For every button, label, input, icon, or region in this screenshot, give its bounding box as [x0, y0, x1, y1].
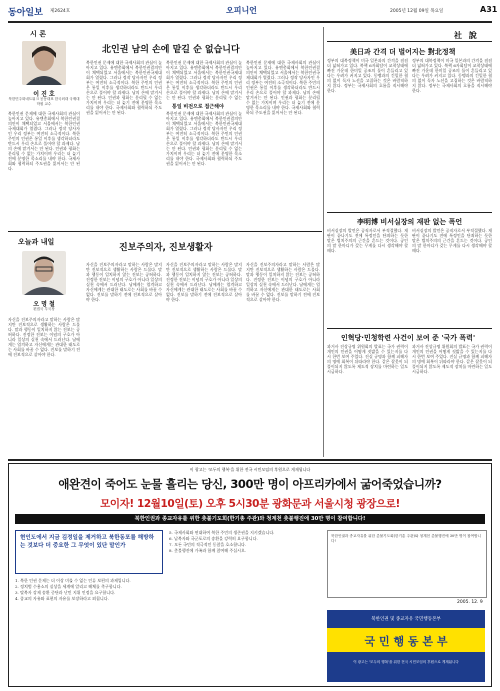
- ad-callout-text: 현인도에서 지금 김정일을 제거하고 북한동포를 해방하는 것보다 더 중요한 그 무엇이 있단 말인가: [20, 535, 155, 549]
- editorial-3-body-a: 과거사 진상규명 위원회의 발표는 국가 권력이 개인의 인권을 어떻게 짓밟을 수 있는지를 다시 한번 보여 주었다. 진실 규명과 함께 피해자의 명예 회복이 뒤따라야 한다. 같은 잘못이 되풀이되지 않도록 제도적 장치를 마련하는 일도 시급하다.: [327, 344, 408, 374]
- ad-rally-line: 모이자! 12월10일(토) 오후 5시30분 광화문과 서울시청 광장으로!: [100, 498, 400, 510]
- column2-body-c: 자신을 진보주의자라고 말하는 사람은 많지만 진보적으로 생활하는 사람은 드물다. 말과 행동이 일치하지 않는 진보는 공허하다. 진정한 진보는 이념의 구호가 아니라 일상의 실천 속에서 드러난다. 남에게는 엄격하고 자신에게는 관대한 태도로는 사회를 바꿀 수 없다. 진보를 말하기 전에 진보적으로 살아야 한다.: [166, 262, 242, 302]
- editorial-3-body-b: 과거사 진상규명 위원회의 발표는 국가 권력이 개인의 인권을 어떻게 짓밟을 수 있는지를 다시 한번 보여 주었다. 진실 규명과 함께 피해자의 명예 회복이 뒤따라야 한다. 같은 잘못이 되풀이되지 않도록 제도적 장치를 마련하는 일도 시급하다.: [412, 344, 492, 374]
- ad-point: 1. 북한 인권 문제는 더 이상 미룰 수 없는 인류 보편의 과제입니다.: [15, 578, 131, 583]
- column1-body-d: 북한인권 문제에 대한 국제사회의 관심이 높아지고 있다. 유엔총회에서 북한인권결의안이 채택되었고 서울에서는 북한인권국제대회가 열렸다. 그러나 정작 당사자인 우리 정부는 여전히 소극적이다. 북한 주민의 인권은 통일 이후를 생각하더라도 반드시 우리 손으로 풀어야 할 과제다. 남의 손에 맡겨서는 안 된다. 인권과 평화는 분리될 수 없는 가치이며 우리는 더 늦기 전에 분명한 목소리를 내야 한다. 국제사회와 협력하되 주도권을 잃어서는 안 된다.: [166, 111, 242, 166]
- ad-org-box: [327, 610, 485, 682]
- column1-body-b: 북한인권 문제에 대한 국제사회의 관심이 높아지고 있다. 유엔총회에서 북한인권결의안이 채택되었고 서울에서는 북한인권국제대회가 열렸다. 그러나 정작 당사자인 우리 정부는 여전히 소극적이다. 북한 주민의 인권은 통일 이후를 생각하더라도 반드시 우리 손으로 풀어야 할 과제다. 남의 손에 맡겨서는 안 된다. 인권과 평화는 분리될 수 없는 가치이며 우리는 더 늦기 전에 분명한 목소리를 내야 한다. 국제사회와 협력하되 주도권을 잃어서는 안 된다.: [86, 60, 162, 115]
- column1-body-c: 북한인권 문제에 대한 국제사회의 관심이 높아지고 있다. 유엔총회에서 북한인권결의안이 채택되었고 서울에서는 북한인권국제대회가 열렸다. 그러나 정작 당사자인 우리 정부는 여전히 소극적이다. 북한 주민의 인권은 통일 이후를 생각하더라도 반드시 우리 손으로 풀어야 할 과제다. 남의 손에 맡겨서는 안 된다. 인권과 평화는 분리될 수 없는: [166, 60, 242, 100]
- issue-number: 제2624호: [50, 9, 71, 14]
- editorial-1-title: 美日과 간격 더 벌어지는 對北정책: [350, 48, 456, 56]
- column2-body-d: 자신을 진보주의자라고 말하는 사람은 많지만 진보적으로 생활하는 사람은 드물다. 말과 행동이 일치하지 않는 진보는 공허하다. 진정한 진보는 이념의 구호가 아니라 일상의 실천 속에서 드러난다. 남에게는 엄격하고 자신에게는 관대한 태도로는 사회를 바꿀 수 없다. 진보를 말하기 전에 진보적으로 살아야 한다.: [246, 262, 320, 302]
- column1-body-e: 북한인권 문제에 대한 국제사회의 관심이 높아지고 있다. 유엔총회에서 북한인권결의안이 채택되었고 서울에서는 북한인권국제대회가 열렸다. 그러나 정작 당사자인 우리 정부는 여전히 소극적이다. 북한 주민의 인권은 통일 이후를 생각하더라도 반드시 우리 손으로 풀어야 할 과제다. 남의 손에 맡겨서는 안 된다. 인권과 평화는 분리될 수 없는 가치이며 우리는 더 늦기 전에 분명한 목소리를 내야 한다. 국제사회와 협력하되 주도권을 잃어서는 안 된다.: [246, 60, 320, 115]
- ad-points-left: [15, 578, 165, 684]
- ad-info-text: 북한인권과 종교자유를 위한 촛불기도회(한기총 주관)와 청계천 촛불행진에 30만 명이 참여합니다!: [331, 534, 481, 543]
- column2-body-a: 자신을 진보주의자라고 말하는 사람은 많지만 진보적으로 생활하는 사람은 드물다. 말과 행동이 일치하지 않는 진보는 공허하다. 진정한 진보는 이념의 구호가 아니라 일상의 실천 속에서 드러난다. 남에게는 엄격하고 자신에게는 관대한 태도로는 사회를 바꿀 수 없다. 진보를 말하기 전에 진보적으로 살아야 한다.: [8, 317, 80, 357]
- ad-sub-banner: 북한인권과 종교자유를 위한 촛불기도회(한기총 주관)와 청계천 촛불행진에 30만 명이 참여합니다!: [15, 514, 485, 524]
- editorial-rule-2: [327, 328, 492, 329]
- editorial-2-body-b: 비서실장의 발언은 공직자로서 부적절했다. 재판이 끝나기도 전에 특정인을 단죄하는 듯한 말은 법치주의의 근간을 흔드는 것이다. 공인의 말 한마디가 갖는 무게를 다시 생각해야 할 때다.: [412, 228, 492, 253]
- ad-org-band: [327, 628, 485, 652]
- ad-point: 6. 납북자와 국군포로의 송환을 강력히 요구합니다.: [169, 536, 258, 541]
- ad-headline: 애완견이 죽어도 눈물 흘리는 당신, 300만 명이 아프리카에서 굶어죽었습니까?: [58, 477, 442, 491]
- ad-info-box: [327, 530, 487, 598]
- author-photo-2: [22, 251, 66, 295]
- section-title: 오피니언: [226, 6, 257, 15]
- ad-date: 2005. 12. 9: [457, 600, 483, 605]
- ad-callout-box: [15, 530, 163, 574]
- editorial-3-title: 인혁당·민청학련 사건이 보여 준 '국가 폭력': [341, 334, 476, 342]
- editorial-rule-1: [327, 212, 492, 213]
- ad-point: 7. 모든 국민의 적극적인 동참을 호소합니다.: [169, 542, 247, 547]
- column1-author-name: 이 진 호: [33, 91, 55, 98]
- column2-author-name: 오 명 철: [33, 301, 55, 308]
- ad-point: 3. 탈북자 강제 송환 중단과 난민 지위 인정을 요구합니다.: [15, 590, 116, 595]
- column2-body-b: 자신을 진보주의자라고 말하는 사람은 많지만 진보적으로 생활하는 사람은 드물다. 말과 행동이 일치하지 않는 진보는 공허하다. 진정한 진보는 이념의 구호가 아니라 일상의 실천 속에서 드러난다. 남에게는 엄격하고 자신에게는 관대한 태도로는 사회를 바꿀 수 없다. 진보를 말하기 전에 진보적으로 살아야 한다.: [86, 262, 162, 302]
- editorial-1-body-a: 정부의 대북정책이 미국 일본과의 간격을 점점 더 넓혀가고 있다. 북핵 6자회담이 교착상태에 빠진 가운데 한미일 공조의 틀이 흔들리고 있다는 우려가 커지고 있다. 동맹과의 긴밀한 협의 없이 독자 노선을 고집하는 것은 바람직하지 않다. 정부는 국제사회의 흐름을 직시해야 한다.: [327, 58, 408, 93]
- editorial-label: 社 說: [454, 31, 479, 40]
- editorial-1-body-b: 정부의 대북정책이 미국 일본과의 간격을 점점 더 넓혀가고 있다. 북핵 6자회담이 교착상태에 빠진 가운데 한미일 공조의 틀이 흔들리고 있다는 우려가 커지고 있다. 동맹과의 긴밀한 협의 없이 독자 노선을 고집하는 것은 바람직하지 않다. 정부는 국제사회의 흐름을 직시해야 한다.: [412, 58, 492, 93]
- editorial-top-rule: [327, 41, 492, 42]
- column1-body-a: 북한인권 문제에 대한 국제사회의 관심이 높아지고 있다. 유엔총회에서 북한인권결의안이 채택되었고 서울에서는 북한인권국제대회가 열렸다. 그러나 정작 당사자인 우리 정부는 여전히 소극적이다. 북한 주민의 인권은 통일 이후를 생각하더라도 반드시 우리 손으로 풀어야 할 과제다. 남의 손에 맡겨서는 안 된다. 인권과 평화는 분리될 수 없는 가치이며 우리는 더 늦기 전에 분명한 목소리를 내야 한다. 국제사회와 협력하되 주도권을 잃어서는 안 된다.: [8, 111, 80, 171]
- ad-top-line: 이 광고는 '모두의 행복'을 위한 전국 시민모임의 후원으로 게재됩니다: [189, 467, 311, 472]
- ad-org-name: 국 민 행 동 본 부: [364, 635, 448, 648]
- editorial-divider: [323, 27, 324, 457]
- column1-headline: 北인권 남의 손에 맡길 순 없습니다: [102, 45, 240, 55]
- publish-date: 2005년 12월 09일 목요일: [390, 9, 444, 14]
- ad-points-mid: [169, 530, 319, 684]
- editorial-2-body-a: 비서실장의 발언은 공직자로서 부적절했다. 재판이 끝나기도 전에 특정인을 단죄하는 듯한 말은 법치주의의 근간을 흔드는 것이다. 공인의 말 한마디가 갖는 무게를 다시 생각해야 할 때다.: [327, 228, 408, 253]
- page-number: A31: [480, 5, 498, 14]
- column1-bottom-rule: [8, 231, 322, 232]
- ad-org-footer: 이 광고는 '모두의 행복'을 위한 전국 시민모임의 후원으로 게재됩니다: [353, 660, 459, 664]
- ad-point: 8. 촛불행진에 가족과 함께 참여해 주십시오.: [169, 548, 247, 553]
- ad-point: 2. 정치범 수용소의 실상을 세계에 알리고 해체를 촉구합니다.: [15, 584, 122, 589]
- masthead: [8, 4, 498, 20]
- column1-subhead: 통일 비전으로 접근해야: [172, 104, 224, 110]
- author-photo: [22, 41, 66, 85]
- column2-headline: 진보주의자, 진보생활자: [119, 243, 213, 253]
- column2-author-title: 편집국 부국장: [33, 307, 55, 311]
- ad-point: 5. 국제사회와 연대하여 북한 주민의 생존권을 지키겠습니다.: [169, 530, 275, 535]
- ad-point: 4. 종교의 자유와 표현의 자유를 보장하라고 외칩니다.: [15, 596, 109, 601]
- column1-label: 시 론: [30, 30, 46, 38]
- column1-author-title: 북한민주화네트워크 공동대표 한국외대 국제대학원 교수: [8, 97, 80, 106]
- masthead-rule: [8, 21, 492, 23]
- ad-top-rule: [8, 459, 492, 461]
- ad-org-subtitle: 북한인권 및 종교자유 국민행동본부: [371, 617, 441, 622]
- column2-label: 오늘과 내일: [18, 238, 55, 246]
- paper-name: 동아일보: [8, 8, 43, 18]
- editorial-2-title: 李明博 비서실장의 재판 없는 폭언: [357, 218, 463, 226]
- advertisement: [8, 463, 492, 687]
